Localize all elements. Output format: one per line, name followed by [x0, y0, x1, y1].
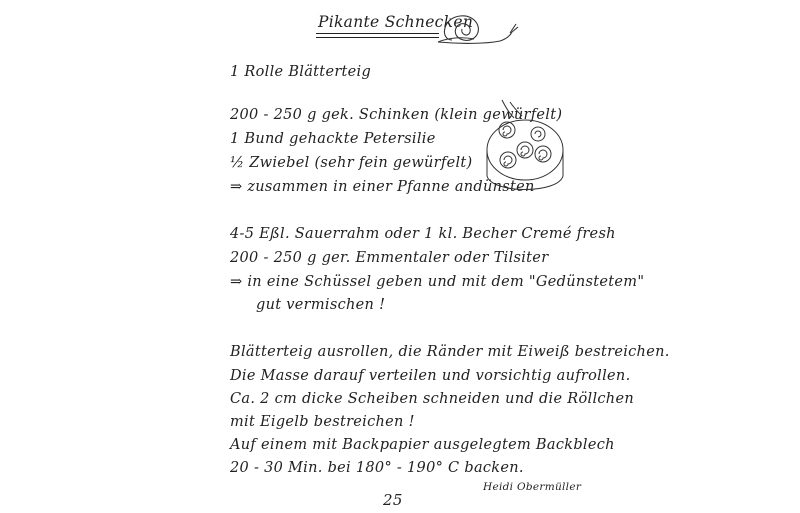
title-underline-second [316, 37, 439, 38]
ingredient-line: ⇒ zusammen in einer Pfanne andünsten [230, 179, 535, 195]
title-underline [316, 33, 439, 34]
baking-pan-icon [480, 98, 570, 198]
ingredient-pastry: 1 Rolle Blätterteig [230, 64, 372, 80]
instruction-line: 20 - 30 Min. bei 180° - 190° C backen. [230, 460, 524, 476]
instruction-line: Auf einem mit Backpapier ausgelegtem Backblech [230, 437, 615, 453]
ingredient-line: gut vermischen ! [256, 297, 386, 313]
ingredient-line: ⇒ in eine Schüssel geben und mit dem "Gedünstetem" [230, 274, 645, 290]
page-number: 25 [383, 491, 403, 509]
instruction-line: Die Masse darauf verteilen und vorsichtig aufrollen. [230, 368, 631, 384]
snail-icon [430, 10, 520, 50]
author-signature: Heidi Obermüller [483, 481, 582, 493]
instruction-line: Ca. 2 cm dicke Scheiben schneiden und die Röllchen [230, 391, 634, 407]
instruction-line: mit Eigelb bestreichen ! [230, 414, 415, 430]
recipe-title: Pikante Schnecken [318, 13, 474, 31]
ingredient-line: 4-5 Eßl. Sauerrahm oder 1 kl. Becher Cremé fresh [230, 226, 616, 242]
ingredient-line: 200 - 250 g ger. Emmentaler oder Tilsiter [230, 250, 549, 266]
ingredient-line: 1 Bund gehackte Petersilie [230, 131, 436, 147]
instruction-line: Blätterteig ausrollen, die Ränder mit Eiweiß bestreichen. [230, 344, 670, 360]
ingredient-line: ½ Zwiebel (sehr fein gewürfelt) [230, 155, 473, 171]
ingredient-line: 200 - 250 g gek. Schinken (klein gewürfelt) [230, 107, 563, 123]
